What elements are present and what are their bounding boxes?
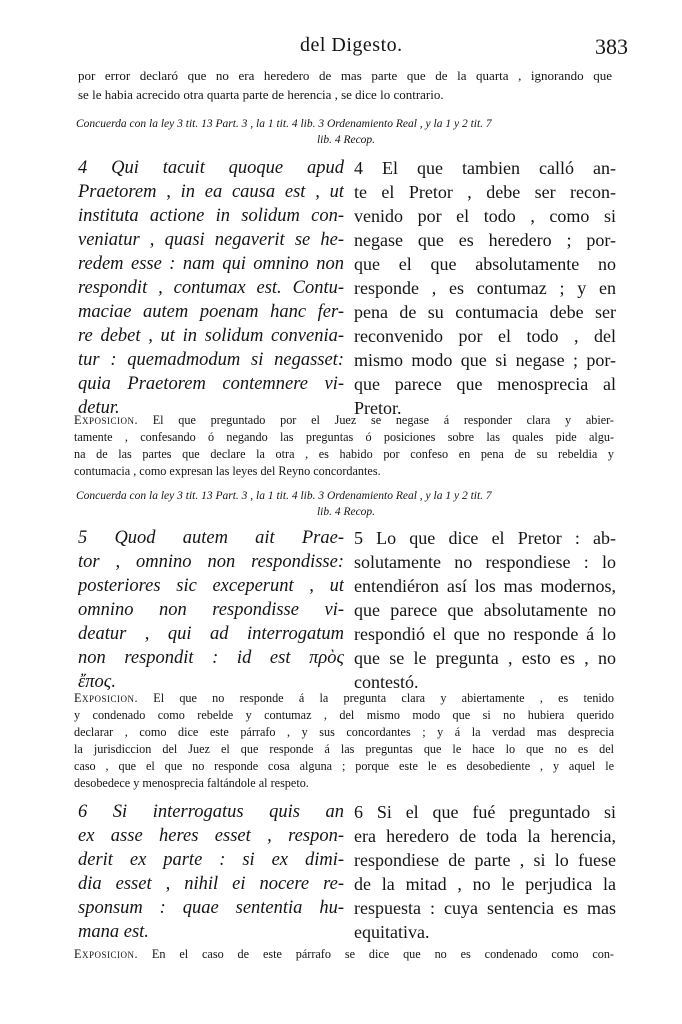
spanish-line: contestó. [354,672,419,692]
spanish-line: mismo modo que si negase ; por- [354,350,616,370]
intro-line: se le habia acrecido otra quarta parte de herencia , se dice lo contrario. [78,87,444,102]
exposition-line: En el caso de este párrafo se dice que no es condenado como con- [138,947,614,961]
latin-line: Praetorem , in ea causa est , ut [78,182,344,202]
section-4-spanish [354,156,616,420]
exposition-line: caso , que el que no responde cosa alguna ; porque este le es desobediente , y aquel le [74,759,614,773]
spanish-line: 4 El que tambien calló an- [354,158,616,178]
latin-line: dia esset , nihil ei nocere re- [78,874,344,894]
exposition-line: contumacia , como expresan las leyes del Reyno concordantes. [74,464,381,478]
latin-line: respondit , contumax est. Contu- [78,278,344,298]
concordance-line: lib. 4 Recop. [316,134,376,146]
latin-line: ἔπος. [78,672,116,692]
exposition-label: Exposicion. [74,691,138,705]
latin-line: deatur , qui ad interrogatum [78,624,344,644]
section-6-latin [78,800,344,944]
spanish-line: venido por el todo , como si [354,206,616,226]
concordance-note-1 [76,116,616,148]
concordance-note-2 [76,488,616,520]
latin-line: 6 Si interrogatus quis an [78,802,344,822]
spanish-line: era heredero de toda la herencia, [354,826,616,846]
latin-line: sponsum : quae sententia hu- [78,898,344,918]
spanish-line: de la mitad , no le perjudica la [354,874,616,894]
latin-line: omnino non respondisse vi- [78,600,344,620]
latin-line: derit ex parte : si ex dimi- [78,850,344,870]
latin-line: re debet , ut in solidum convenia- [78,326,344,346]
latin-line: detur. [78,398,120,418]
exposition-line: El que no responde á la pregunta clara y abiertamente , es tenido [138,691,614,705]
latin-line: tur : quemadmodum si negasset: [78,350,344,370]
spanish-line: negase que es heredero ; por- [354,230,616,250]
section-5-spanish [354,526,616,694]
exposition-4 [74,412,614,480]
spanish-line: respondió el que no responde á lo [354,624,616,644]
latin-line: mana est. [78,922,149,942]
exposition-5 [74,690,614,792]
spanish-line: te el Pretor , debe ser recon- [354,182,616,202]
latin-line: posteriores sic exceperunt , ut [78,576,344,596]
latin-line: instituta actione in solidum con- [78,206,344,226]
latin-line: veniatur , quasi negaverit se he- [78,230,344,250]
exposition-line: la jurisdiccion del Juez el que responde á las preguntas que le hace lo que no es del [74,742,614,756]
spanish-line: respuesta : cuya sentencia es mas [354,898,616,918]
spanish-line: Pretor. [354,398,402,418]
exposition-label: Exposicion. [74,413,138,427]
spanish-line: 5 Lo que dice el Pretor : ab- [354,528,616,548]
spanish-line: responde , es contumaz ; y en [354,278,616,298]
concordance-line: lib. 4 Recop. [316,506,376,518]
spanish-line: que se le pregunta , esto es , no [354,648,616,668]
latin-line: non respondit : id est πρὸς [78,648,344,668]
latin-line: redem esse : nam qui omnino non [78,254,344,274]
spanish-line: que el que absolutamente no [354,254,616,274]
section-6-spanish [354,800,616,944]
latin-line: maciae autem poenam hanc fer- [78,302,344,322]
spanish-line: que parece que menosprecia al [354,374,616,394]
latin-line: ex asse heres esset , respon- [78,826,344,846]
section-4-latin [78,156,344,420]
intro-line: por error declaró que no era heredero de mas parte que de la quarta , ignorando que [78,68,612,83]
spanish-line: pena de su contumacia debe ser [354,302,616,322]
concordance-line: Concuerda con la ley 3 tit. 13 Part. 3 , la 1 tit. 4 lib. 3 Ordenamiento Real , y la 1 y 2 tit. 7 [76,118,492,130]
spanish-line: solutamente no respondiese : lo [354,552,616,572]
latin-line: 5 Quod autem ait Prae- [78,528,344,548]
intro-paragraph [78,66,612,104]
spanish-line: entendiéron así los mas modernos, [354,576,616,596]
concordance-line: Concuerda con la ley 3 tit. 13 Part. 3 , la 1 tit. 4 lib. 3 Ordenamiento Real , y la 1 y 2 tit. 7 [76,490,492,502]
exposition-line: na de las partes que declare la otra , es habido por confeso en pena de su rebeldia y [74,447,614,461]
latin-line: 4 Qui tacuit quoque apud [78,158,344,178]
latin-line: tor , omnino non respondisse: [78,552,344,572]
spanish-line: que parece que absolutamente no [354,600,616,620]
exposition-line: desobedece y menosprecia faltándole al respeto. [74,776,309,790]
exposition-line: tamente , confesando ó negando las preguntas ó posiciones sobre las quales pide algu- [74,430,614,444]
page-number: 383 [595,34,628,59]
spanish-line: 6 Si el que fué preguntado si [354,802,616,822]
exposition-label: Exposicion. [74,947,138,961]
exposition-line: declarar , como dice este párrafo , y sus concordantes ; y á la verdad mas desprecia [74,725,614,739]
exposition-line: y condenado como rebelde y contumaz , del mismo modo que si no hubiera querido [74,708,614,722]
exposition-6 [74,946,614,963]
exposition-line: El que preguntado por el Juez se negase á responder clara y abier- [138,413,614,427]
running-header [0,34,682,64]
spanish-line: respondiese de parte , si lo fuese [354,850,616,870]
running-title: del Digesto. [300,34,403,56]
latin-line: quia Praetorem contemnere vi- [78,374,344,394]
spanish-line: reconvenido por el todo , del [354,326,616,346]
spanish-line: equitativa. [354,922,430,942]
section-5-latin [78,526,344,694]
